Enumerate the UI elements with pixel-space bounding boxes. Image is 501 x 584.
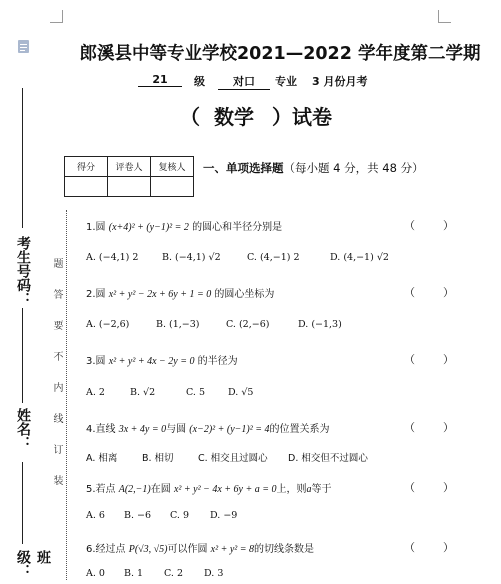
q5-option-a[interactable]: A. 6: [86, 510, 105, 521]
subject-name: 数学: [214, 105, 254, 129]
q5-option-d[interactable]: D. −9: [210, 510, 238, 521]
answer-paren-1[interactable]: （ ）: [404, 219, 454, 232]
q3-option-d[interactable]: D. √5: [228, 387, 254, 398]
score-cell-score[interactable]: [65, 177, 108, 197]
binding-line-exam-number: [22, 88, 23, 228]
subject-close: ）试卷: [272, 105, 332, 129]
subject-open-paren: （: [180, 105, 200, 129]
q3-option-a[interactable]: A. 2: [86, 387, 105, 398]
q6-option-d[interactable]: D. 3: [204, 568, 224, 579]
q1-option-a[interactable]: A. (−4,1) 2: [86, 252, 139, 263]
question-5: 5.若点 A(2,−1)在圆 x² + y² − 4x + 6y + a = 0上，则a等于: [86, 484, 332, 495]
question-1: 1.圆 (x+4)² + (y−1)² = 2 的圆心和半径分别是: [86, 222, 283, 233]
answer-paren-4[interactable]: （ ）: [404, 421, 454, 434]
name-label: 姓名：: [15, 408, 31, 450]
question-6: 6.经过点 P(√3, √5)可以作圆 x² + y² = 8的切线条数是: [86, 544, 315, 555]
score-header-grader: 评卷人: [108, 157, 151, 177]
section-title: 一、单项选择题（每小题 4 分，共 48 分）: [203, 161, 424, 175]
q1-option-b[interactable]: B. (−4,1) √2: [162, 252, 221, 263]
question-2: 2.圆 x² + y² − 2x + 6y + 1 = 0 的圆心坐标为: [86, 289, 275, 300]
grade-value: 21: [138, 73, 182, 87]
seal-dotted-line: [66, 210, 67, 580]
document-icon: [18, 40, 29, 53]
q2-option-a[interactable]: A. (−2,6): [86, 319, 130, 330]
q4-option-c[interactable]: C. 相交且过圆心: [198, 453, 268, 464]
binding-line-class: [22, 462, 23, 544]
score-header-reviewer: 复核人: [151, 157, 194, 177]
class-label: 班级：: [15, 550, 51, 578]
q4-option-b[interactable]: B. 相切: [142, 453, 174, 464]
q4-option-d[interactable]: D. 相交但不过圆心: [288, 453, 368, 464]
q6-option-c[interactable]: C. 2: [164, 568, 184, 579]
exam-label: 3 月份月考: [312, 75, 368, 88]
q2-option-b[interactable]: B. (1,−3): [156, 319, 200, 330]
q6-option-b[interactable]: B. 1: [124, 568, 144, 579]
major-label: 专业: [275, 75, 297, 88]
score-cell-reviewer[interactable]: [151, 177, 194, 197]
answer-paren-3[interactable]: （ ）: [404, 353, 454, 366]
q1-option-c[interactable]: C. (4,−1) 2: [247, 252, 300, 263]
question-4: 4.直线 3x + 4y = 0与圆 (x−2)² + (y−1)² = 4的位置关系为: [86, 424, 330, 435]
major-value: 对口: [218, 73, 270, 90]
crop-mark-top-right: [438, 10, 451, 23]
q3-option-c[interactable]: C. 5: [186, 387, 206, 398]
q2-option-c[interactable]: C. (2,−6): [226, 319, 270, 330]
q2-option-d[interactable]: D. (−1,3): [298, 319, 342, 330]
q6-option-a[interactable]: A. 0: [86, 568, 105, 579]
question-3: 3.圆 x² + y² + 4x − 2y = 0 的半径为: [86, 356, 238, 367]
no-answer-warning: 题答要不内线订装: [51, 258, 62, 506]
q5-option-b[interactable]: B. −6: [124, 510, 152, 521]
crop-mark-top-left: [50, 10, 63, 23]
q4-option-a[interactable]: A. 相离: [86, 453, 118, 464]
answer-paren-2[interactable]: （ ）: [404, 286, 454, 299]
exam-number-label: 考生号码：: [15, 236, 31, 306]
score-header-score: 得分: [65, 157, 108, 177]
q1-option-d[interactable]: D. (4,−1) √2: [330, 252, 389, 263]
q3-option-b[interactable]: B. √2: [130, 387, 156, 398]
score-table: [64, 156, 194, 197]
score-cell-grader[interactable]: [108, 177, 151, 197]
answer-paren-6[interactable]: （ ）: [404, 541, 454, 554]
answer-paren-5[interactable]: （ ）: [404, 481, 454, 494]
grade-label: 级: [194, 75, 205, 88]
binding-line-name: [22, 308, 23, 403]
school-title: 郎溪县中等专业学校2021—2022 学年度第二学期: [79, 44, 481, 64]
q5-option-c[interactable]: C. 9: [170, 510, 190, 521]
